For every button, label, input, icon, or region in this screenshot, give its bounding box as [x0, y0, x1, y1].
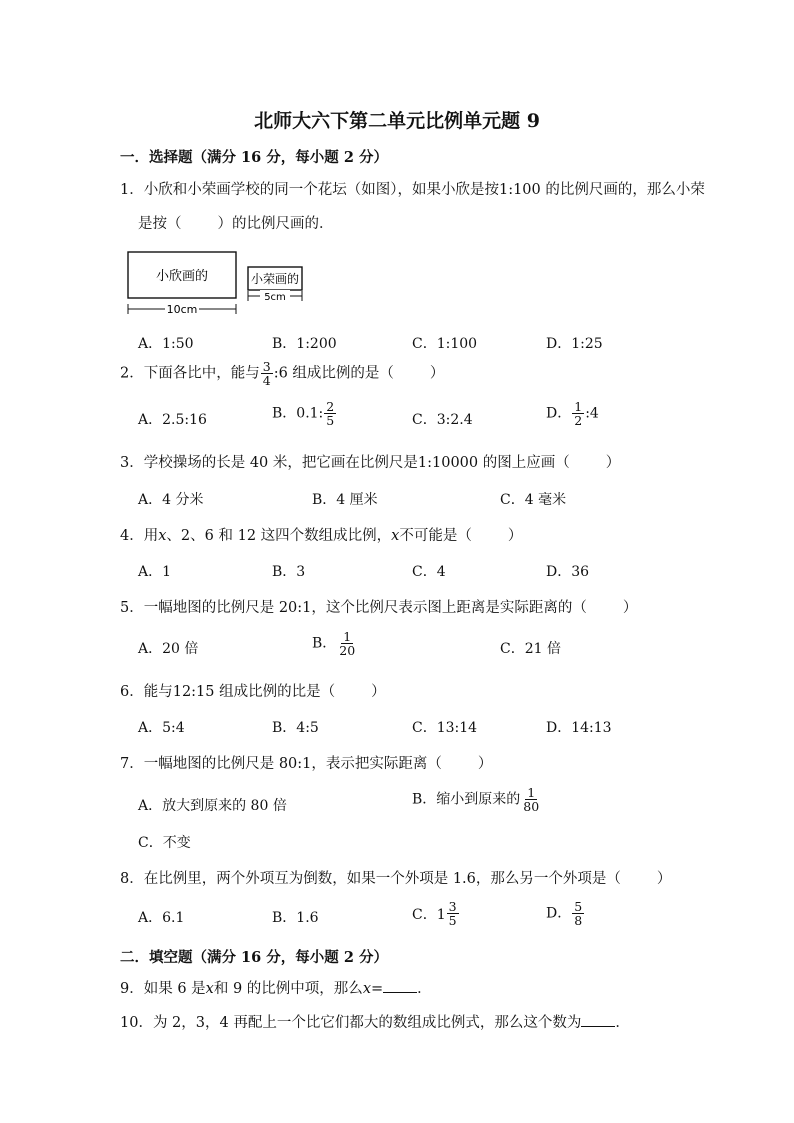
- q4-option-b[interactable]: B．3: [272, 564, 306, 580]
- q5-option-b[interactable]: [312, 630, 358, 657]
- q8-text: 8．在比例里，两个外项互为倒数，如果一个外项是 1.6，那么另一个外项是（: [120, 871, 621, 887]
- q9-text-pre: 9．如果 6 是: [120, 981, 206, 997]
- q3-close: ）: [605, 455, 621, 471]
- q6-option-d[interactable]: D．14:13: [546, 720, 612, 736]
- q7-option-c[interactable]: C．不变: [138, 835, 191, 851]
- q7-text: 7．一幅地图的比例尺是 80:1，表示把实际距离（: [120, 756, 442, 772]
- q2-optb-fraction: [324, 400, 336, 427]
- q2-frac-num: 3: [262, 359, 271, 374]
- q2-fraction: [261, 360, 273, 387]
- question-10: [120, 1011, 630, 1032]
- q5-close: ）: [622, 600, 638, 616]
- q3-option-a[interactable]: A．4 分米: [138, 492, 204, 508]
- q4-text-pre: 4．用: [120, 528, 159, 544]
- q3-option-b[interactable]: B．4 厘米: [312, 492, 378, 508]
- q7-option-a[interactable]: A．放大到原来的 80 倍: [138, 798, 287, 814]
- flower-bed-figure: [120, 246, 320, 318]
- q1-option-b[interactable]: B．1:200: [272, 336, 337, 352]
- q5-optb-fraction: [337, 630, 357, 657]
- q8-optd-fraction: [572, 900, 584, 927]
- q4-text-post: 不可能是（: [399, 528, 472, 544]
- page-title: 北师大六下第二单元比例单元题 9: [254, 110, 540, 132]
- q2-optd-num: 1: [574, 399, 583, 414]
- q2-optb-num: 2: [326, 399, 335, 414]
- q6-option-b[interactable]: B．4:5: [272, 720, 319, 736]
- q9-equals: =: [371, 981, 384, 997]
- q10-text: 10．为 2，3，4 再配上一个比它们都大的数组成比例式，那么这个数为: [120, 1015, 582, 1031]
- question-3: [120, 451, 620, 472]
- q4-var-x: x: [158, 528, 167, 544]
- q7-optb-text: B．缩小到原来的: [412, 791, 521, 808]
- q5-option-a[interactable]: A．20 倍: [138, 641, 199, 657]
- q3-text: 3．学校操场的长是 40 米，把它画在比例尺是1:10000 的图上应画（: [120, 455, 570, 471]
- q8-optc-text: C．1: [412, 906, 446, 923]
- q4-var-x2: x: [391, 528, 400, 544]
- q4-close: ）: [507, 528, 523, 544]
- question-7: [120, 752, 492, 773]
- question-1-line-2: [138, 212, 334, 233]
- q6-option-c[interactable]: C．13:14: [412, 720, 478, 736]
- q3-option-c[interactable]: C．4 毫米: [500, 492, 567, 508]
- q8-option-a[interactable]: A．6.1: [138, 910, 185, 926]
- question-6: [120, 680, 386, 701]
- section-heading-fill: 二．填空题（满分 16 分，每小题 2 分）: [120, 949, 388, 966]
- q5-optb-text: B．: [312, 635, 337, 652]
- question-5: [120, 596, 637, 617]
- q8-optc-fraction: [447, 900, 459, 927]
- q9-var-x2: x: [362, 981, 371, 997]
- q8-close: ）: [656, 871, 672, 887]
- q2-option-a[interactable]: A．2.5:16: [138, 412, 207, 428]
- question-1-text-b: ）的比例尺画的．: [217, 216, 334, 232]
- question-1-text-a: 是按（: [138, 216, 182, 232]
- q9-answer-blank[interactable]: [383, 980, 417, 993]
- q9-text-mid: 和 9 的比例中项，那么: [213, 981, 363, 997]
- q2-option-b[interactable]: [272, 400, 337, 427]
- q1-option-a[interactable]: A．1:50: [138, 336, 194, 352]
- q4-option-a[interactable]: A．1: [138, 564, 172, 580]
- q10-answer-blank[interactable]: [581, 1014, 615, 1027]
- q2-optd-post: :4: [585, 405, 599, 422]
- section-heading-choice: 一．选择题（满分 16 分，每小题 2 分）: [120, 149, 388, 166]
- q8-optc-num: 3: [448, 899, 457, 914]
- q2-close: ）: [429, 365, 445, 382]
- q2-optd-fraction: [572, 400, 584, 427]
- question-2: [120, 360, 444, 387]
- q8-option-b[interactable]: B．1.6: [272, 910, 319, 926]
- q5-option-c[interactable]: C．21 倍: [500, 641, 561, 657]
- q4-text-mid: 、2、6 和 12 这四个数组成比例，: [166, 528, 392, 544]
- q2-text-pre: 2．下面各比中，能与: [120, 365, 260, 382]
- q8-optc-den: 5: [448, 913, 457, 929]
- q5-text: 5．一幅地图的比例尺是 20:1，这个比例尺表示图上距离是实际距离的（: [120, 600, 587, 616]
- q7-optb-fraction: [521, 786, 541, 813]
- q2-option-c[interactable]: C．3:2.4: [412, 412, 473, 428]
- q6-close: ）: [371, 684, 386, 700]
- q7-optb-num: 1: [527, 785, 536, 800]
- q8-optd-text: D．: [546, 905, 572, 922]
- q2-optb-den: 5: [326, 413, 335, 429]
- q2-option-d[interactable]: [546, 400, 599, 427]
- q2-optd-den: 2: [574, 413, 583, 429]
- q8-option-d[interactable]: [546, 900, 585, 927]
- q8-optd-den: 8: [574, 913, 583, 929]
- q4-option-d[interactable]: D．36: [546, 564, 590, 580]
- q7-option-b[interactable]: [412, 786, 542, 813]
- q6-text: 6．能与12:15 组成比例的比是（: [120, 684, 336, 700]
- small-rect-label: 小荣画的: [250, 272, 300, 286]
- q7-optb-den: 80: [523, 799, 540, 815]
- q7-close: ）: [477, 756, 493, 772]
- q1-option-d[interactable]: D．1:25: [546, 336, 603, 352]
- q2-text-post: :6 组成比例的是（: [273, 365, 394, 382]
- question-1-line-1: 1．小欣和小荣画学校的同一个花坛（如图），如果小欣是按1:100 的比例尺画的，那么小荣: [120, 182, 705, 198]
- q9-var-x: x: [205, 981, 214, 997]
- q10-end: ．: [615, 1015, 630, 1031]
- question-8: [120, 867, 671, 888]
- q5-optb-num: 1: [343, 629, 352, 644]
- q2-optd-text: D．: [546, 405, 572, 422]
- q5-optb-den: 20: [339, 643, 356, 659]
- small-dim-label: 5cm: [264, 292, 286, 303]
- q8-optd-num: 5: [574, 899, 583, 914]
- q9-end: ．: [417, 981, 432, 997]
- q2-frac-den: 4: [262, 373, 271, 389]
- large-rect-label: 小欣画的: [155, 269, 209, 284]
- q8-option-c[interactable]: [412, 900, 460, 927]
- q4-option-c[interactable]: C．4: [412, 564, 446, 580]
- question-4: [120, 524, 522, 545]
- large-dim-label: 10cm: [166, 303, 198, 316]
- q1-option-c[interactable]: C．1:100: [412, 336, 478, 352]
- question-9: [120, 977, 432, 998]
- q2-optb-text: B．0.1:: [272, 405, 324, 422]
- q6-option-a[interactable]: A．5:4: [138, 720, 185, 736]
